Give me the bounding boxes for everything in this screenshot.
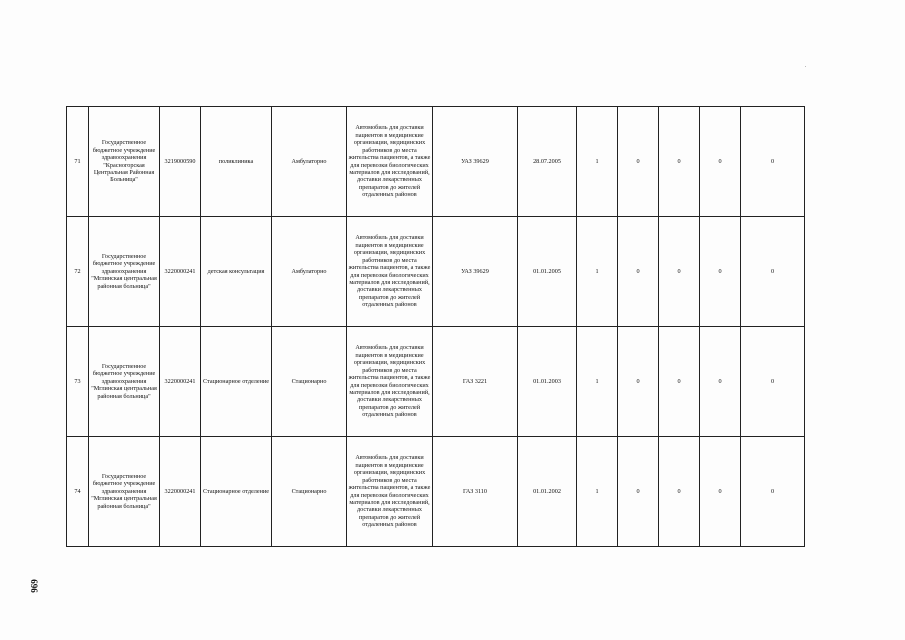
count-cell: 0 bbox=[618, 217, 659, 327]
vehicle-date: 01.01.2003 bbox=[518, 327, 577, 437]
count-cell: 0 bbox=[700, 107, 741, 217]
vehicle-date: 28.07.2005 bbox=[518, 107, 577, 217]
organization-name: Государственное бюджетное учреждение здравоохранения "Мглинская центральная районная больница" bbox=[89, 217, 160, 327]
vehicle-model: ГАЗ 3221 bbox=[433, 327, 518, 437]
row-number: 73 bbox=[67, 327, 89, 437]
count-cell: 0 bbox=[659, 217, 700, 327]
count-cell: 1 bbox=[577, 327, 618, 437]
vehicle-model: УАЗ 39629 bbox=[433, 217, 518, 327]
care-conditions: Стационарно bbox=[272, 437, 347, 547]
count-cell: 1 bbox=[577, 107, 618, 217]
count-cell: 0 bbox=[700, 327, 741, 437]
vehicle-date: 01.01.2005 bbox=[518, 217, 577, 327]
table-row bbox=[67, 437, 805, 547]
vehicle-purpose: Автомобиль для доставки пациентов в медицинские организации, медицинских работников до места жительства пациентов, а также для перевозки биологических материалов для исследований, доставки лекарственных препаратов до жителей отдаленных районов bbox=[347, 107, 433, 217]
count-cell: 0 bbox=[741, 217, 805, 327]
count-cell: 1 bbox=[577, 217, 618, 327]
vehicle-model: УАЗ 39629 bbox=[433, 107, 518, 217]
row-number: 74 bbox=[67, 437, 89, 547]
organization-name: Государственное бюджетное учреждение здравоохранения "Мглинская центральная районная больница" bbox=[89, 437, 160, 547]
care-conditions: Стационарно bbox=[272, 327, 347, 437]
count-cell: 0 bbox=[659, 437, 700, 547]
vehicle-date: 01.01.2002 bbox=[518, 437, 577, 547]
table-row bbox=[67, 217, 805, 327]
organization-name: Государственное бюджетное учреждение здравоохранения "Красногорская Центральная Районная Больница" bbox=[89, 107, 160, 217]
count-cell: 1 bbox=[577, 437, 618, 547]
count-cell: 0 bbox=[741, 107, 805, 217]
organization-code: 3220000241 bbox=[160, 327, 201, 437]
vehicle-model: ГАЗ 3110 bbox=[433, 437, 518, 547]
count-cell: 0 bbox=[659, 107, 700, 217]
subdivision: детская консультация bbox=[201, 217, 272, 327]
organization-name: Государственное бюджетное учреждение здравоохранения "Мглинская центральная районная больница" bbox=[89, 327, 160, 437]
page-number: 696 bbox=[29, 579, 39, 593]
care-conditions: Амбулаторно bbox=[272, 217, 347, 327]
count-cell: 0 bbox=[659, 327, 700, 437]
table-row bbox=[67, 107, 805, 217]
count-cell: 0 bbox=[618, 327, 659, 437]
organization-code: 3220000241 bbox=[160, 437, 201, 547]
vehicle-purpose: Автомобиль для доставки пациентов в медицинские организации, медицинских работников до места жительства пациентов, а также для перевозки биологических материалов для исследований, доставки лекарственных препаратов до жителей отдаленных районов bbox=[347, 217, 433, 327]
row-number: 71 bbox=[67, 107, 89, 217]
vehicle-register-table bbox=[66, 106, 805, 547]
care-conditions: Амбулаторно bbox=[272, 107, 347, 217]
count-cell: 0 bbox=[741, 327, 805, 437]
count-cell: 0 bbox=[618, 437, 659, 547]
count-cell: 0 bbox=[700, 437, 741, 547]
subdivision: поликлиника bbox=[201, 107, 272, 217]
row-number: 72 bbox=[67, 217, 89, 327]
vehicle-purpose: Автомобиль для доставки пациентов в медицинские организации, медицинских работников до места жительства пациентов, а также для перевозки биологических материалов для исследований, доставки лекарственных препаратов до жителей отдаленных районов bbox=[347, 327, 433, 437]
scan-speck bbox=[805, 66, 806, 67]
count-cell: 0 bbox=[741, 437, 805, 547]
organization-code: 3219000590 bbox=[160, 107, 201, 217]
subdivision: Стационарное отделение bbox=[201, 327, 272, 437]
organization-code: 3220000241 bbox=[160, 217, 201, 327]
count-cell: 0 bbox=[618, 107, 659, 217]
subdivision: Стационарное отделение bbox=[201, 437, 272, 547]
vehicle-purpose: Автомобиль для доставки пациентов в медицинские организации, медицинских работников до места жительства пациентов, а также для перевозки биологических материалов для исследований, доставки лекарственных препаратов до жителей отдаленных районов bbox=[347, 437, 433, 547]
count-cell: 0 bbox=[700, 217, 741, 327]
table-row bbox=[67, 327, 805, 437]
